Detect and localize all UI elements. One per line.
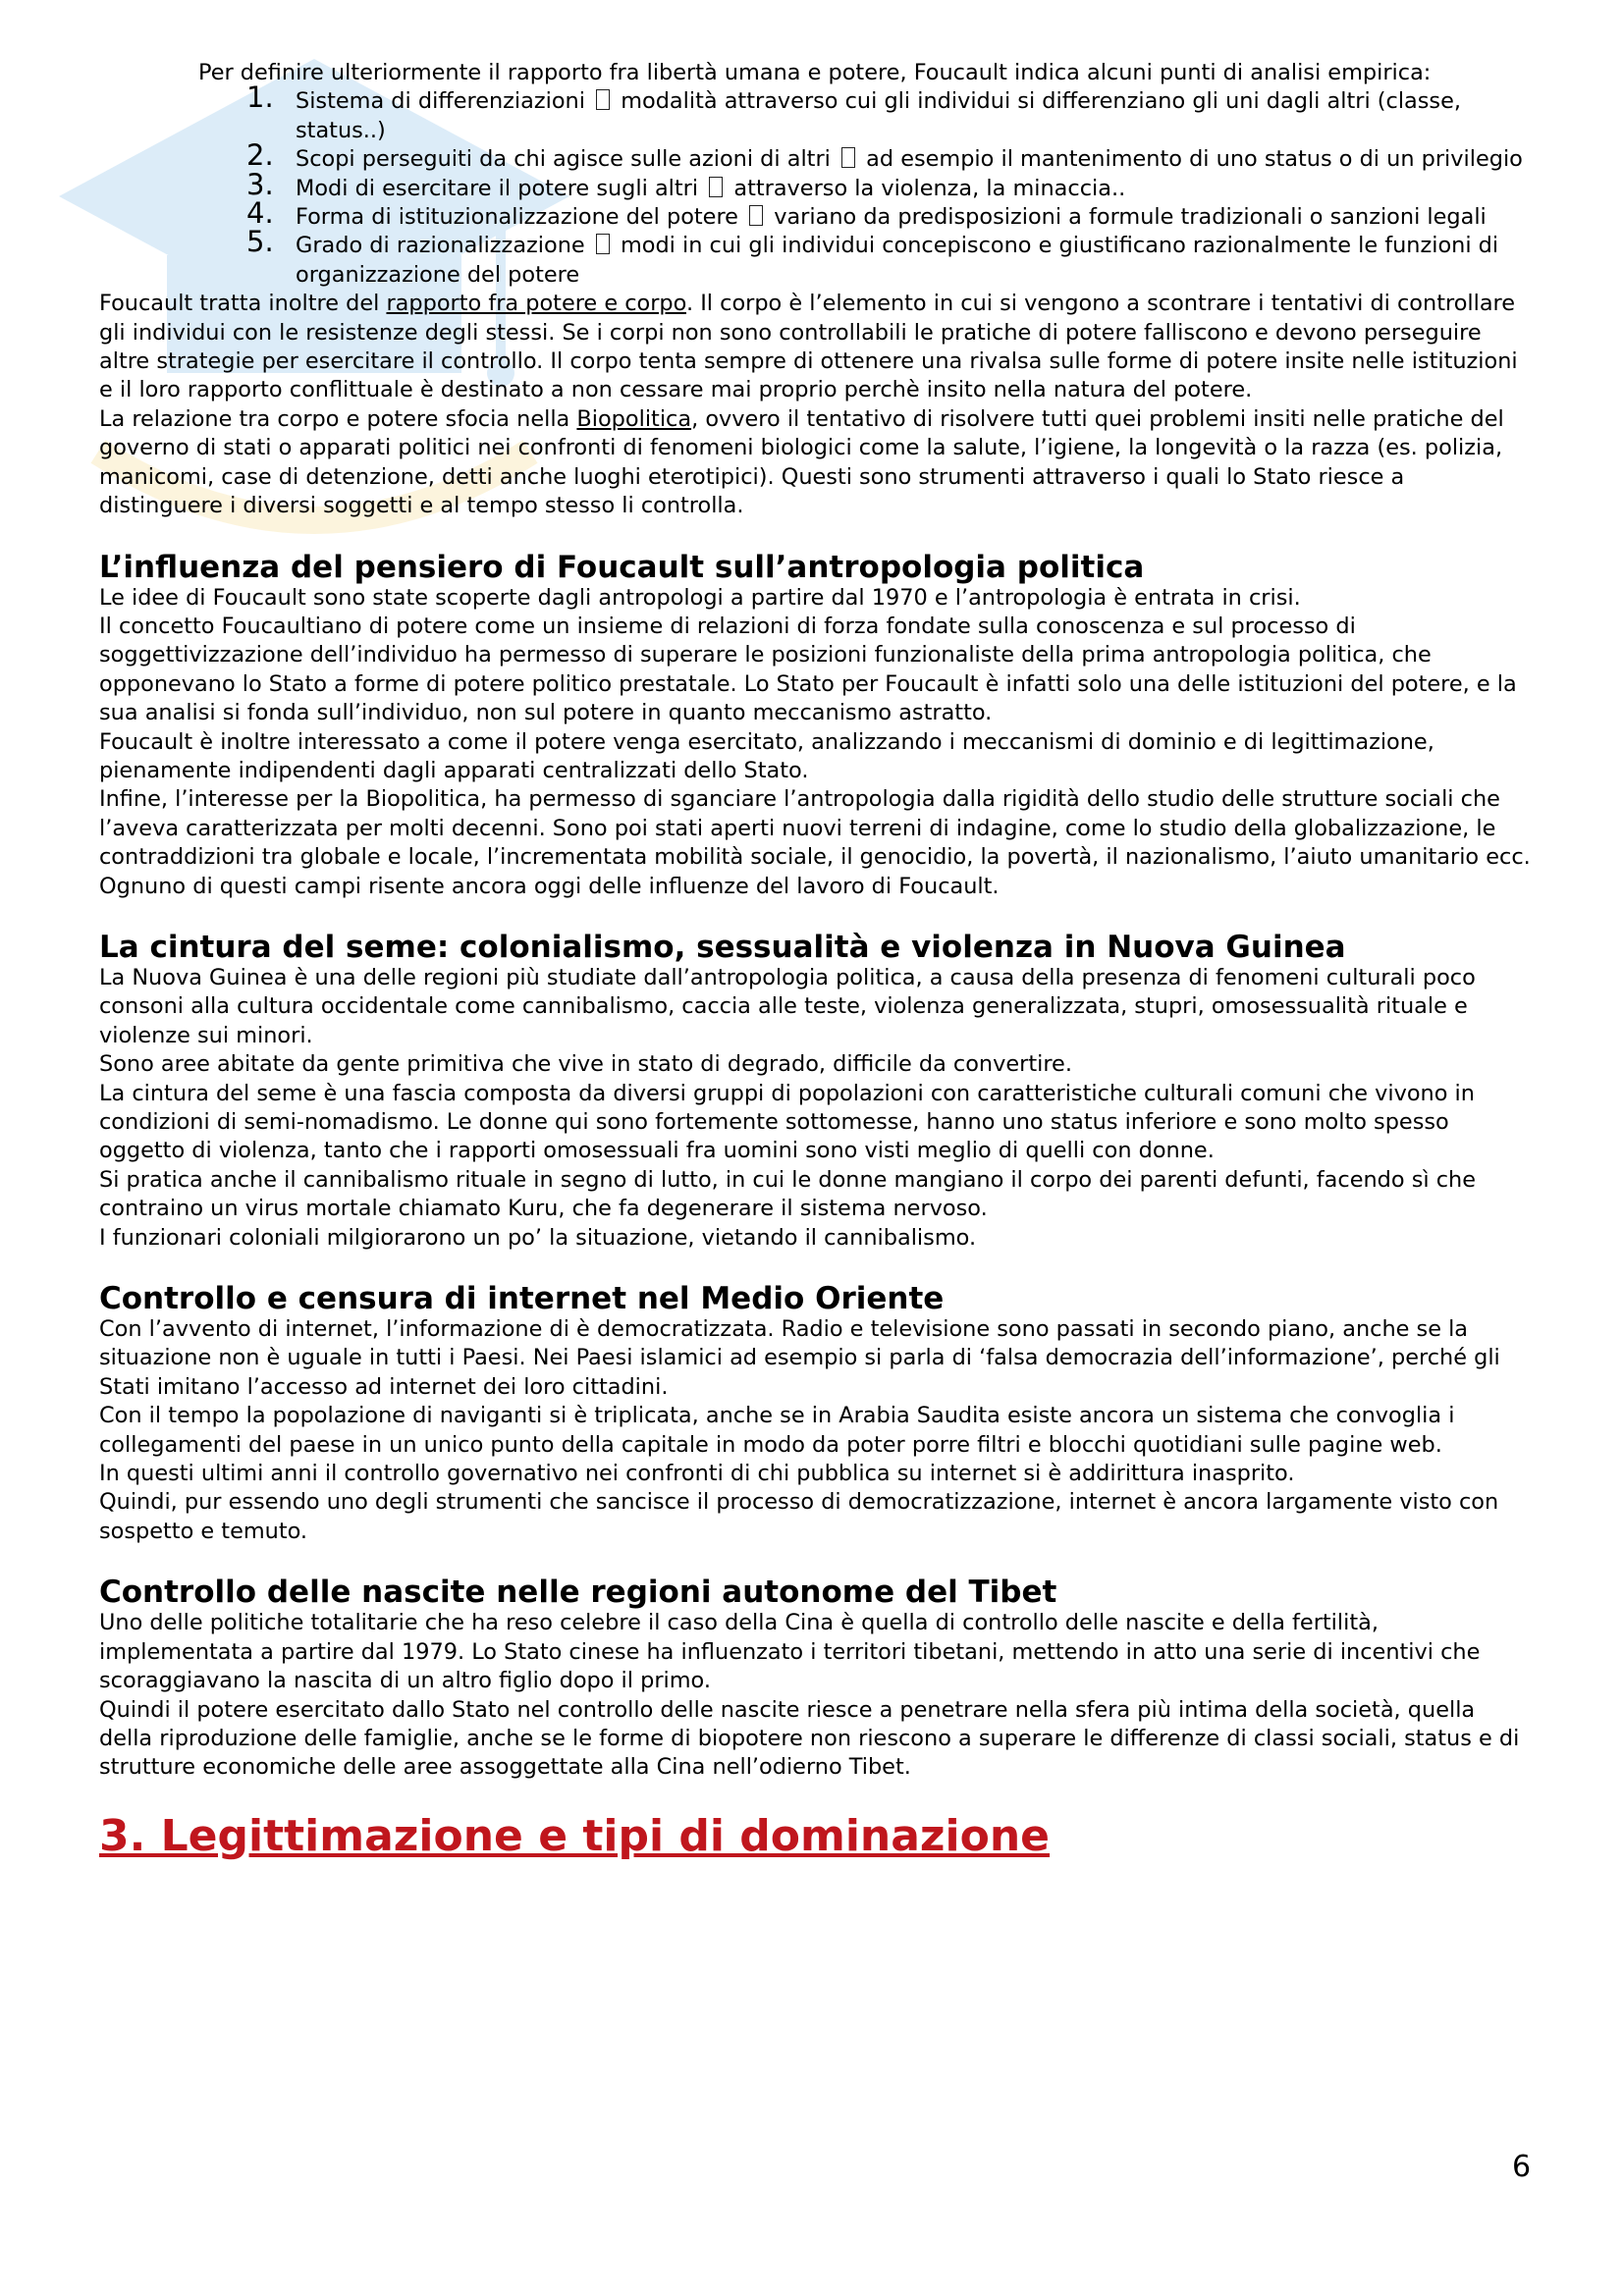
point-term: Scopi perseguiti da chi agisce sulle azioni di altri [296, 146, 831, 173]
arrow-icon [841, 147, 855, 168]
chapter-heading: 3. Legittimazione e tipi di dominazione [99, 1810, 1051, 1861]
point-term: Grado di razionalizzazione [296, 233, 585, 259]
list-item [246, 196, 1535, 232]
paragraph: Con l’avvento di internet, l’informazione di è democratizzata. Radio e televisione sono passati in secondo piano, anche se la situazione non è uguale in tutti i Paesi. Nei Paesi islamici ad esempio si parla di ‘falsa democrazia dell’informazione’, perché gli Stati imitano l’accesso ad internet dei loro cittadini. [99, 1316, 1500, 1400]
list-number: 1. [246, 80, 274, 115]
section-heading: Controllo e censura di internet nel Medio Oriente [99, 1281, 945, 1317]
paragraph: La cintura del seme è una fascia composta da diversi gruppi di popolazioni con caratteristiche culturali comuni che vivono in condizioni di semi-nomadismo. Le donne qui sono fortemente sottomesse, hanno uno status inferiore e sono molto spesso oggetto di violenza, tanto che i rapporti omosessuali fra uomini sono visti meglio di quelli con donne. [99, 1080, 1475, 1164]
list-number: 5. [246, 225, 274, 259]
paragraph: Si pratica anche il cannibalismo rituale in segno di lutto, in cui le donne mangiano il corpo dei parenti defunti, facendo sì che contraino un virus mortale chiamato Kuru, che fa degenerare il sistema nervoso. [99, 1166, 1476, 1222]
paragraph-corpo [99, 290, 1535, 405]
point-term: Sistema di differenziazioni [296, 88, 585, 115]
paragraph: Ognuno di questi campi risente ancora oggi delle influenze del lavoro di Foucault. [99, 873, 1000, 899]
text: Foucault tratta inoltre del [99, 291, 387, 317]
point-text: ad esempio il mantenimento di uno status o di un privilegio [866, 146, 1523, 173]
document-page [99, 59, 1535, 1863]
paragraph: In questi ultimi anni il controllo governativo nei confronti di chi pubblica su internet si è addirittura inasprito. [99, 1461, 1295, 1487]
paragraph: I funzionari coloniali milgiorarono un po’ la situazione, vietando il cannibalismo. [99, 1224, 977, 1251]
arrow-icon [709, 177, 723, 197]
point-term: Forma di istituzionalizzazione del potere [296, 204, 738, 231]
arrow-icon [749, 205, 763, 226]
section-heading: La cintura del seme: colonialismo, sessualità e violenza in Nuova Guinea [99, 929, 1346, 965]
paragraph: Quindi, pur essendo uno degli strumenti che sancisce il processo di democratizzazione, internet è ancora largamente visto con sospetto e temuto. [99, 1489, 1499, 1544]
intro-paragraph: Per definire ulteriormente il rapporto fra libertà umana e potere, Foucault indica alcuni punti di analisi empirica: [198, 60, 1432, 85]
paragraph: Foucault è inoltre interessato a come il potere venga esercitato, analizzando i meccanismi di dominio e di legittimazione, pienamente indipendenti dagli apparati centralizzati dello Stato. [99, 728, 1434, 783]
section-heading: L’influenza del pensiero di Foucault sull’antropologia politica [99, 549, 1145, 585]
point-text: modalità attraverso cui gli individui si differenziano gli uni dagli altri (classe, status..) [296, 88, 1461, 143]
list-item [246, 167, 1535, 203]
paragraph: Uno delle politiche totalitarie che ha reso celebre il caso della Cina è quella di controllo delle nascite e della fertilità, implementata a partire dal 1979. Lo Stato cinese ha influenzato i territori tibetani, mettendo in atto una serie di incentivi che scoraggiavano la nascita di un altro figlio dopo il primo. [99, 1610, 1481, 1694]
section-heading: Controllo delle nascite nelle regioni autonome del Tibet [99, 1575, 1057, 1611]
paragraph: Quindi il potere esercitato dallo Stato nel controllo delle nascite riesce a penetrare nella sfera più intima della società, quella della riproduzione delle famiglie, anche se le forme di biopotere non riescono a superare le differenze di classi sociali, status e di strutture economiche delle aree assoggettate alla Cina nell’odierno Tibet. [99, 1696, 1520, 1781]
point-term: Modi di esercitare il potere sugli altri [296, 175, 699, 201]
page-number: 6 [1512, 2150, 1532, 2184]
paragraph: Il concetto Foucaultiano di potere come un insieme di relazioni di forza fondate sulla conoscenza e sul processo di soggettivizzazione dell’individuo ha permesso di superare le posizioni funzionaliste della prima antropologia politica, che opponevano lo Stato a forme di potere politico prestatale. Lo Stato per Foucault è infatti solo una delle istituzioni del potere, e la sua analisi si fonda sull’individuo, non sul potere in quanto meccanismo astratto. [99, 613, 1517, 726]
point-text: attraverso la violenza, la minaccia.. [733, 175, 1126, 201]
paragraph: Con il tempo la popolazione di naviganti si è triplicata, anche se in Arabia Saudita esiste ancora un sistema che convoglia i collegamenti del paese in un unico punto della capitale in modo da poter porre filtri e blocchi quotidiani sulle pagine web. [99, 1403, 1455, 1458]
list-number: 3. [246, 167, 274, 201]
paragraph: Sono aree abitate da gente primitiva che vive in stato di degrado, difficile da convertire. [99, 1051, 1072, 1078]
arrow-icon [596, 234, 610, 254]
paragraph-biopolitica [99, 405, 1535, 521]
paragraph: La Nuova Guinea è una delle regioni più studiate dall’antropologia politica, a causa della presenza di fenomeni culturali poco consoni alla cultura occidentale come cannibalismo, caccia alle teste, violenza generalizzata, stupri, omosessualità rituale e violenze sui minori. [99, 964, 1476, 1048]
text: La relazione tra corpo e potere sfocia nella [99, 405, 577, 432]
list-item [246, 80, 1535, 145]
list-item [246, 225, 1535, 290]
text: . Il corpo è l’elemento in cui si vengono a scontrare i tentativi di controllare gli individui con le resistenze degli stessi. Se i corpi non sono controllabili le pratiche di potere falliscono e devono perseguire altre strategie per esercitare il controllo. Il corpo tenta sempre di ottenere una rivalsa sulle forme di potere insite nelle istituzioni e il loro rapporto conflittuale è destinato a non cessare mai proprio perchè insito nella natura del potere. [99, 291, 1518, 403]
link-biopolitica[interactable]: Biopolitica [576, 405, 692, 432]
analysis-points-list [99, 80, 1535, 290]
text: , ovvero il tentativo di risolvere tutti quei problemi insiti nelle pratiche del governo di stati o apparati politici nei confronti di fenomeni biologici come la salute, l’igiene, la longevità o la razza (es. polizia, manicomi, case di detenzione, detti anche luoghi eterotipici). Questi sono strumenti attraverso i quali lo Stato riesce a distinguere i diversi soggetti e al tempo stesso li controlla. [99, 405, 1504, 519]
paragraph: Le idee di Foucault sono state scoperte dagli antropologi a partire dal 1970 e l’antropologia è entrata in crisi. [99, 584, 1301, 611]
point-text: variano da predisposizioni a formule tradizionali o sanzioni legali [774, 204, 1487, 231]
list-item [246, 138, 1535, 174]
list-number: 4. [246, 196, 274, 231]
paragraph: Infine, l’interesse per la Biopolitica, ha permesso di sganciare l’antropologia dalla rigidità dello studio delle strutture sociali che l’aveva caratterizzata per molti decenni. Sono poi stati aperti nuovi terreni di indagine, come lo studio della globalizzazione, le contraddizioni tra globale e locale, l’incrementata mobilità sociale, il genocidio, la povertà, il nazionalismo, l’aiuto umanitario ecc. [99, 786, 1531, 871]
arrow-icon [596, 89, 610, 110]
list-number: 2. [246, 138, 274, 173]
point-text: modi in cui gli individui concepiscono e giustificano razionalmente le funzioni di organizzazione del potere [296, 233, 1499, 288]
link-rapporto-potere-corpo[interactable]: rapporto fra potere e corpo [386, 291, 686, 317]
